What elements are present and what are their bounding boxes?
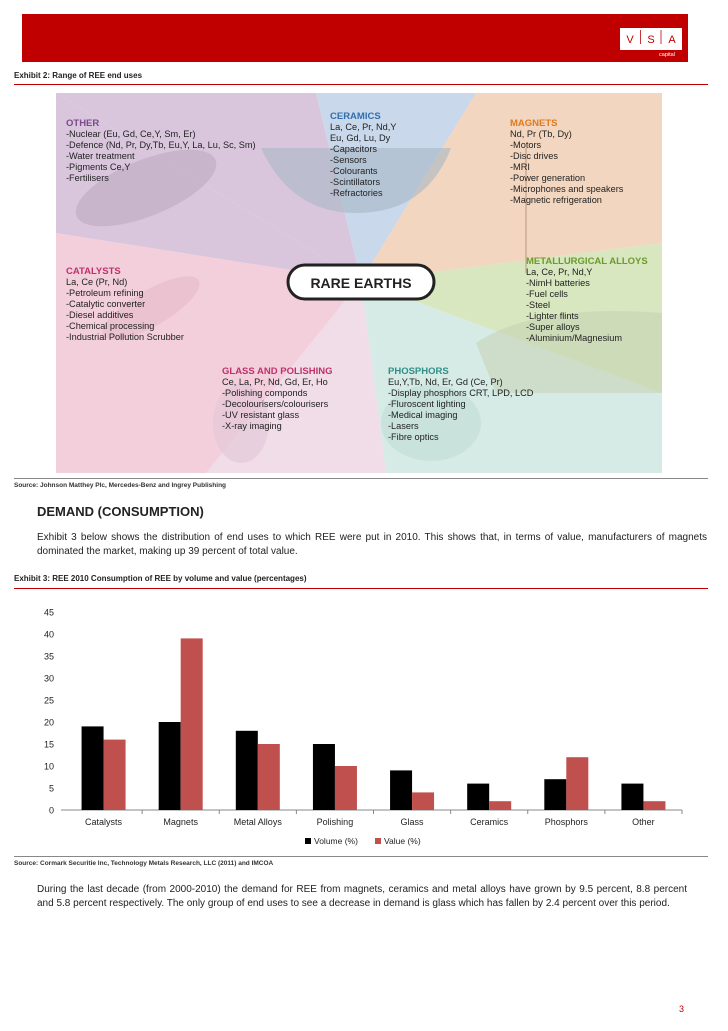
x-tick-label: Magnets: [163, 817, 198, 827]
segment-line: -Chemical processing: [66, 321, 155, 331]
exhibit-2-bottom-rule: [14, 478, 708, 479]
segment-line: -Magnetic refrigeration: [510, 195, 602, 205]
segment-catalysts-title: CATALYSTS: [66, 266, 121, 277]
ree-consumption-chart: [20, 600, 710, 860]
segment-line: Nd, Pr (Tb, Dy): [510, 129, 572, 139]
legend-label: Value (%): [384, 836, 421, 846]
y-tick-label: 15: [43, 739, 54, 750]
segment-alloys-title: METALLURGICAL ALLOYS: [526, 256, 648, 267]
x-tick-label: Polishing: [316, 817, 354, 827]
exhibit-3-title: Exhibit 3: REE 2010 Consumption of REE by volume and value (percentages): [14, 574, 307, 583]
exhibit-2-title: Exhibit 2: Range of REE end uses: [14, 71, 143, 80]
svg-text:A: A: [668, 34, 676, 46]
y-tick-label: 10: [43, 761, 54, 772]
x-tick-label: Metal Alloys: [233, 817, 282, 827]
segment-line: -Fluroscent lighting: [388, 399, 466, 409]
segment-ceramics-title: CERAMICS: [330, 111, 381, 122]
segment-line: -Scintillators: [330, 177, 381, 187]
segment-line: -Fuel cells: [526, 289, 568, 299]
bar-volume: [621, 784, 643, 810]
y-tick-label: 25: [43, 695, 54, 706]
y-tick-label: 0: [48, 805, 54, 816]
exhibit-2-rule: [14, 84, 708, 85]
segment-line: -UV resistant glass: [222, 410, 300, 420]
segment-other: [66, 118, 256, 184]
y-tick-label: 20: [43, 717, 54, 728]
segment-line: -Disc drives: [510, 151, 558, 161]
section-heading: DEMAND (CONSUMPTION): [37, 504, 204, 519]
segment-line: -Power generation: [510, 173, 586, 183]
segment-glass-polishing: [222, 366, 333, 432]
segment-line: -Polishing componds: [222, 388, 308, 398]
segment-line: -Lighter flints: [526, 311, 579, 321]
segment-metallurgical-alloys: [526, 256, 648, 344]
segment-line: -X-ray imaging: [222, 421, 282, 431]
bar-value: [104, 740, 126, 810]
segment-line: -Decolourisers/colourisers: [222, 399, 329, 409]
exhibit-3-source: Source: Cormark Securitie Inc, Technology Metals Research, LLC (2011) and IMCOA: [14, 860, 274, 867]
segment-line: -NimH batteries: [526, 278, 590, 288]
x-tick-label: Catalysts: [85, 817, 123, 827]
segment-line: -Industrial Pollution Scrubber: [66, 332, 184, 342]
legend-swatch: [305, 838, 311, 844]
bar-value: [489, 801, 511, 810]
legend-label: Volume (%): [314, 836, 358, 846]
segment-line: -Fertilisers: [66, 173, 109, 183]
segment-line: La, Ce (Pr, Nd): [66, 277, 128, 287]
segment-catalysts: [66, 266, 184, 343]
svg-text:S: S: [647, 34, 655, 46]
svg-text:capital: capital: [659, 52, 675, 58]
x-tick-label: Other: [632, 817, 655, 827]
segment-line: Eu,Y,Tb, Nd, Er, Gd (Ce, Pr): [388, 377, 503, 387]
bar-chart-svg: [20, 600, 710, 860]
segment-line: -Water treatment: [66, 151, 135, 161]
segment-line: -Sensors: [330, 155, 367, 165]
bar-value: [335, 766, 357, 810]
bar-volume: [82, 726, 104, 810]
exhibit-3-bottom-rule: [14, 856, 708, 857]
y-tick-label: 40: [43, 629, 54, 640]
x-tick-label: Ceramics: [470, 817, 509, 827]
exhibit-2-source: Source: Johnson Matthey Plc, Mercedes-Benz and Ingrey Publishing: [14, 482, 227, 489]
segment-line: La, Ce, Pr, Nd,Y: [526, 267, 593, 277]
segment-line: -Display phosphors CRT, LPD, LCD: [388, 388, 534, 398]
y-tick-label: 45: [43, 607, 54, 618]
bar-value: [181, 638, 203, 810]
y-tick-label: 35: [43, 651, 54, 662]
segment-line: -Medical imaging: [388, 410, 458, 420]
bar-volume: [236, 731, 258, 810]
x-tick-label: Glass: [400, 817, 424, 827]
segment-magnets-title: MAGNETS: [510, 118, 558, 129]
segment-other-title: OTHER: [66, 118, 100, 129]
ree-end-uses-diagram: [56, 93, 662, 473]
segment-line: -Lasers: [388, 421, 419, 431]
legend-swatch: [375, 838, 381, 844]
vsa-capital-logo: [610, 14, 688, 62]
y-tick-label: 5: [48, 783, 54, 794]
bar-volume: [467, 784, 489, 810]
segment-line: -Motors: [510, 140, 542, 150]
bar-value: [566, 757, 588, 810]
segment-phosphors-title: PHOSPHORS: [388, 366, 449, 377]
bar-volume: [313, 744, 335, 810]
segment-line: -Petroleum refining: [66, 288, 144, 298]
segment-line: -Microphones and speakers: [510, 184, 624, 194]
segment-line: -Refractories: [330, 188, 383, 198]
segment-line: -Super alloys: [526, 322, 580, 332]
x-tick-label: Phosphors: [544, 817, 588, 827]
segment-line: Eu, Gd, Lu, Dy: [330, 133, 391, 143]
section-paragraph-1: Exhibit 3 below shows the distribution of end uses to which REE were put in 2010. This shows that, in terms of value, manufacturers of magnets dominated the market, making up 39 percent of total value.: [37, 532, 707, 557]
segment-line: -Capacitors: [330, 144, 377, 154]
segment-phosphors: [388, 366, 533, 443]
bar-value: [412, 792, 434, 810]
segment-line: -Nuclear (Eu, Gd, Ce,Y, Sm, Er): [66, 129, 196, 139]
header-bar: [22, 14, 688, 62]
segment-ceramics: [330, 111, 396, 199]
segment-line: Ce, La, Pr, Nd, Gd, Er, Ho: [222, 377, 328, 387]
rare-earths-center-label: RARE EARTHS: [310, 275, 412, 291]
segment-line: -Steel: [526, 300, 551, 310]
bar-value: [643, 801, 665, 810]
segment-line: -Colourants: [330, 166, 378, 176]
segment-line: -Aluminium/Magnesium: [526, 333, 622, 343]
bar-volume: [544, 779, 566, 810]
bar-value: [258, 744, 280, 810]
y-tick-label: 30: [43, 673, 54, 684]
section-paragraph-2: During the last decade (from 2000-2010) the demand for REE from magnets, ceramics and metal alloys have grown by 9.5 percent, 8.8 percent and 5.8 percent respectively. The only group of end uses to see a decrease in demand is glass which has fallen by 2.4 percent over this period.: [37, 884, 687, 909]
segment-line: -Fibre optics: [388, 432, 439, 442]
segment-line: -Diesel additives: [66, 310, 134, 320]
page-number: 3: [679, 1004, 685, 1014]
exhibit-3-rule: [14, 588, 708, 589]
svg-text:V: V: [626, 34, 634, 46]
segment-line: La, Ce, Pr, Nd,Y: [330, 122, 397, 132]
bar-volume: [390, 770, 412, 810]
segment-line: -Catalytic converter: [66, 299, 146, 309]
segment-line: -Pigments Ce,Y: [66, 162, 131, 172]
segment-glass-title: GLASS AND POLISHING: [222, 366, 333, 377]
bar-volume: [159, 722, 181, 810]
segment-magnets: [510, 118, 623, 206]
segment-line: -MRI: [510, 162, 530, 172]
segment-line: -Defence (Nd, Pr, Dy,Tb, Eu,Y, La, Lu, Sc, Sm): [66, 140, 256, 150]
